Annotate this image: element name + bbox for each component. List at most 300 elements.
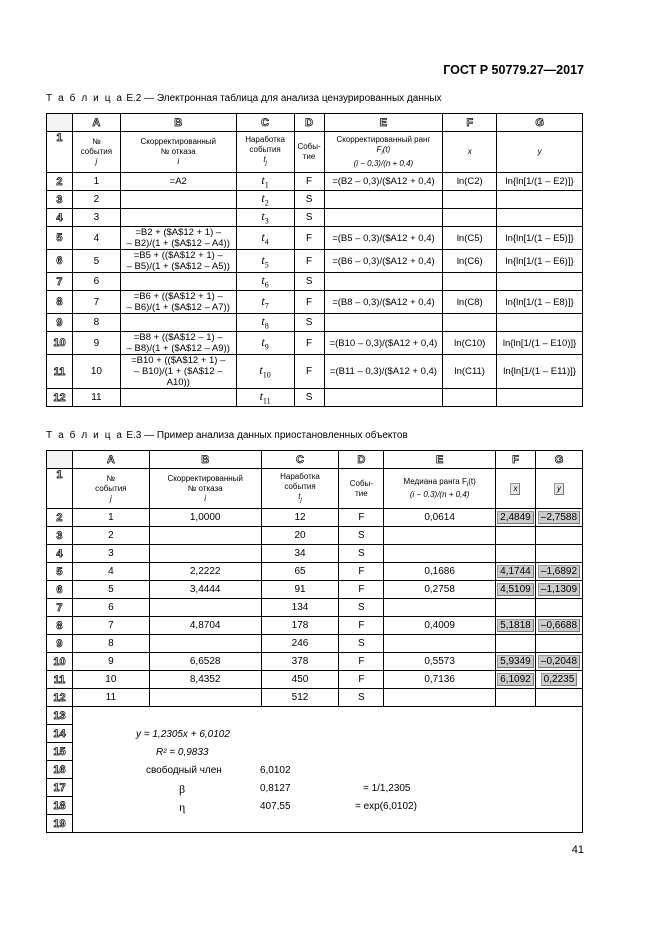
table-row (47, 581, 583, 599)
cell-b (149, 635, 261, 653)
cell-g: ln{ln[1/(1 – E10)]} (497, 332, 583, 355)
table-row (47, 617, 583, 635)
cell-f: ln(C8) (443, 291, 497, 314)
cell-e (384, 635, 496, 653)
cell-d: F (339, 671, 384, 689)
table-row (47, 291, 583, 314)
cell-e (324, 191, 443, 209)
cell-b (149, 545, 261, 563)
header-d (294, 132, 324, 173)
cell-c (236, 314, 294, 332)
cell-d: F (294, 227, 324, 250)
cell-g (535, 545, 582, 563)
cell-a: 5 (72, 581, 149, 599)
table-e3 (46, 450, 583, 833)
table-row (47, 227, 583, 250)
summary-eta-label: η (178, 800, 186, 814)
cell-a: 1 (72, 173, 120, 191)
cell-b-line: =B10 + (($A$12 + 1) – (131, 355, 226, 366)
cell-g (535, 617, 582, 635)
row-number: 13 (47, 707, 73, 725)
header-b-line: № отказа (160, 147, 196, 156)
header-f (495, 469, 535, 509)
cell-c: 34 (261, 545, 339, 563)
cell-e: =(B8 – 0,3)/($A12 + 0,4) (324, 291, 443, 314)
cell-g (535, 581, 582, 599)
cell-e (384, 689, 496, 707)
cell-f (495, 671, 535, 689)
cell-c: 378 (261, 653, 339, 671)
cell-e (324, 273, 443, 291)
cell-a: 3 (72, 209, 120, 227)
cell-d: S (294, 191, 324, 209)
row-number: 9 (47, 635, 73, 653)
cell-b (120, 227, 236, 250)
cell-f-highlight: 4,1744 (497, 565, 534, 578)
cell-g-highlight: –0,6688 (538, 619, 580, 632)
table-e2-letter-row (47, 114, 583, 132)
header-b-line: Скорректированный (167, 473, 243, 483)
cell-d: S (294, 314, 324, 332)
cell-f (495, 581, 535, 599)
cell-g (535, 599, 582, 617)
header-d-line: Собы- (297, 142, 321, 151)
header-e-line: $F_i(t)$ (376, 145, 391, 157)
header-e-line: Медиана ранга $F_i(t)$ (403, 476, 476, 489)
col-letter: E (324, 114, 443, 132)
cell-g (535, 563, 582, 581)
cell-c (236, 389, 294, 407)
row-number: 6 (47, 581, 73, 599)
table-row (47, 509, 583, 527)
cell-f (443, 209, 497, 227)
cell-a: 2 (72, 191, 120, 209)
cell-g (535, 689, 582, 707)
header-a-line: события (80, 147, 113, 156)
cell-c: 91 (261, 581, 339, 599)
cell-b: 6,6528 (149, 653, 261, 671)
cell-f: ln(C5) (443, 227, 497, 250)
table-row (47, 527, 583, 545)
col-letter: D (339, 451, 384, 469)
cell-f: ln(C10) (443, 332, 497, 355)
header-a-line: события (95, 483, 127, 493)
cell-b (120, 389, 236, 407)
cell-f-highlight: 4,5109 (497, 583, 534, 596)
cell-a: 5 (72, 250, 120, 273)
summary-beta-value: 0,8127 (259, 783, 291, 794)
cell-a: 2 (72, 527, 149, 545)
cell-b (120, 355, 236, 389)
row-number: 7 (47, 599, 73, 617)
cell-f-highlight: 5,1818 (497, 619, 534, 632)
header-a-line: № (92, 137, 101, 146)
cell-e (324, 389, 443, 407)
table-row (47, 653, 583, 671)
row-number: 7 (47, 273, 73, 291)
row-number: 3 (47, 191, 73, 209)
cell-a: 10 (72, 671, 149, 689)
cell-c-var: t (261, 293, 265, 308)
cell-b (120, 273, 236, 291)
cell-g-highlight: –1,1309 (538, 583, 580, 596)
row-number: 11 (47, 671, 73, 689)
cell-a: 6 (72, 273, 120, 291)
header-b (120, 132, 236, 173)
table-row (47, 273, 583, 291)
header-b-line: Скорректированный (140, 137, 216, 146)
header-c-line: события (249, 145, 281, 155)
cell-a: 1 (72, 509, 149, 527)
summary-intercept-value: 6,0102 (259, 765, 291, 776)
cell-c: 512 (261, 689, 339, 707)
row-number: 19 (47, 815, 73, 833)
col-letter: G (497, 114, 583, 132)
header-a-line: j (95, 157, 98, 166)
table-e2-caption-text: Е.2 — Электронная таблица для анализа цензурированных данных (123, 93, 442, 104)
cell-d: F (294, 173, 324, 191)
cell-g: ln{ln[1/(1 – E8)]} (497, 291, 583, 314)
header-c (236, 132, 294, 173)
corner-cell (47, 114, 73, 132)
cell-g (497, 191, 583, 209)
col-letter: F (495, 451, 535, 469)
cell-c-var: t (261, 273, 265, 288)
table-e2-header-row (47, 132, 583, 173)
cell-f (443, 273, 497, 291)
cell-b (149, 527, 261, 545)
cell-b-line: =B8 + (($A$12 – 1) – (133, 332, 223, 343)
header-c-line: события (284, 481, 316, 491)
cell-f (495, 635, 535, 653)
cell-d: F (339, 509, 384, 527)
header-b-line: № отказа (187, 483, 223, 493)
header-a (72, 469, 149, 509)
table-e2 (46, 113, 583, 407)
table-row (47, 250, 583, 273)
cell-c-sub: 5 (264, 260, 269, 270)
table-row (47, 545, 583, 563)
table-e3-caption-text: Е.3 — Пример анализа данных приостановленных объектов (123, 430, 408, 441)
header-c-line: $t_j$ (298, 491, 302, 504)
cell-c (236, 291, 294, 314)
corner-cell (47, 451, 73, 469)
header-g: y (497, 132, 583, 173)
header-c-line: Наработка (245, 135, 285, 145)
cell-b-line: =B6 + (($A$12 + 1) – (133, 291, 223, 302)
document-header: ГОСТ Р 50779.27—2017 (443, 63, 584, 77)
summary-intercept-label: свободный член (145, 765, 222, 776)
cell-g-highlight: –0,2048 (538, 655, 580, 668)
row-number: 2 (47, 509, 73, 527)
header-g (535, 469, 582, 509)
cell-c: 20 (261, 527, 339, 545)
table-row (47, 599, 583, 617)
summary-equation: y = 1,2305x + 6,0102 (135, 729, 230, 740)
cell-g-highlight: –2,7588 (538, 511, 580, 524)
cell-d: S (339, 527, 384, 545)
row-number: 10 (47, 653, 73, 671)
cell-c-sub: 11 (262, 396, 271, 406)
cell-e: 0,1686 (384, 563, 496, 581)
header-a-line: № (106, 473, 116, 483)
cell-b: 3,4444 (149, 581, 261, 599)
col-letter: F (443, 114, 497, 132)
cell-c-var: t (259, 363, 263, 378)
cell-c: 65 (261, 563, 339, 581)
col-letter: G (535, 451, 582, 469)
cell-c (236, 191, 294, 209)
cell-c-sub: 3 (264, 216, 269, 226)
cell-c-sub: 9 (264, 342, 269, 352)
cell-b-line: =B2 + ($A$12 + 1) – (135, 227, 222, 238)
cell-c (236, 355, 294, 389)
table-row (47, 314, 583, 332)
cell-e: =(B10 – 0,3)/($A12 + 0,4) (324, 332, 443, 355)
cell-c-var: t (261, 252, 265, 267)
table-row (47, 389, 583, 407)
header-e-line: (i − 0,3)/(n + 0,4) (353, 158, 414, 168)
header-a-line: j (109, 493, 112, 503)
header-c-line: Наработка (280, 471, 320, 481)
cell-e: =(B6 – 0,3)/($A12 + 0,4) (324, 250, 443, 273)
cell-a: 9 (72, 653, 149, 671)
cell-e: 0,7136 (384, 671, 496, 689)
cell-e (324, 314, 443, 332)
row-number: 5 (47, 563, 73, 581)
cell-d: F (339, 563, 384, 581)
cell-a: 8 (72, 635, 149, 653)
cell-d: S (339, 545, 384, 563)
row-number: 15 (47, 743, 73, 761)
cell-f (495, 689, 535, 707)
cell-b (120, 173, 236, 191)
cell-g: ln{ln[1/(1 – E2)]} (497, 173, 583, 191)
cell-a: 3 (72, 545, 149, 563)
cell-c-var: t (259, 389, 263, 404)
header-b-line: i (177, 157, 180, 166)
header-d-line: тие (302, 152, 316, 161)
cell-e (384, 599, 496, 617)
col-letter: B (120, 114, 236, 132)
cell-d: F (339, 653, 384, 671)
row-number: 17 (47, 779, 73, 797)
header-c-line: $t_j$ (263, 155, 267, 167)
cell-c-sub: 4 (264, 237, 269, 247)
header-e-line: (i − 0.3)/(n + 0,4) (409, 490, 470, 500)
cell-f (495, 509, 535, 527)
col-letter: E (384, 451, 496, 469)
table-e3-letter-row (47, 451, 583, 469)
cell-f (495, 599, 535, 617)
table-e2-caption-prefix: Т а б л и ц а (46, 93, 124, 104)
cell-c-sub: 8 (264, 321, 269, 331)
cell-e (384, 545, 496, 563)
col-letter: C (261, 451, 339, 469)
table-row (47, 332, 583, 355)
cell-c: 246 (261, 635, 339, 653)
cell-a: 4 (72, 563, 149, 581)
cell-c-var: t (261, 229, 265, 244)
header-c (261, 469, 339, 509)
cell-b: 4,8704 (149, 617, 261, 635)
cell-f (495, 653, 535, 671)
cell-g (535, 509, 582, 527)
row-number: 3 (47, 527, 73, 545)
table-e3-caption (46, 430, 408, 441)
header-b-line: i (204, 493, 207, 503)
table-row (47, 355, 583, 389)
cell-d: S (294, 273, 324, 291)
cell-a: 11 (72, 389, 120, 407)
cell-f-highlight: 6,1092 (497, 673, 534, 686)
cell-a: 7 (72, 291, 120, 314)
header-a (72, 132, 120, 173)
cell-d: F (294, 291, 324, 314)
row-number: 8 (47, 291, 73, 314)
table-row (47, 191, 583, 209)
cell-f (495, 617, 535, 635)
table-row (47, 563, 583, 581)
cell-g-highlight: –1,6892 (538, 565, 580, 578)
cell-c-sub: 2 (264, 198, 269, 208)
cell-b-line: – B5)/(1 + ($A$12 – A5)) (126, 261, 230, 272)
row-number: 4 (47, 209, 73, 227)
header-d-line: тие (355, 488, 368, 498)
cell-b (120, 291, 236, 314)
header-e (324, 132, 443, 173)
table-row (47, 209, 583, 227)
table-e2-caption (46, 93, 442, 104)
header-e-line: Скорректированный ранг (336, 135, 431, 145)
cell-e: =(B5 – 0,3)/($A12 + 0,4) (324, 227, 443, 250)
cell-a: 8 (72, 314, 120, 332)
cell-a: 4 (72, 227, 120, 250)
col-letter: A (72, 114, 120, 132)
cell-a: 7 (72, 617, 149, 635)
row-number: 12 (47, 689, 73, 707)
row-number: 8 (47, 617, 73, 635)
cell-g (497, 209, 583, 227)
cell-c (236, 173, 294, 191)
cell-d: F (294, 250, 324, 273)
cell-f: ln(C11) (443, 355, 497, 389)
cell-g (535, 635, 582, 653)
header-d (339, 469, 384, 509)
cell-f (495, 527, 535, 545)
cell-b (120, 209, 236, 227)
cell-f-highlight: 2,4849 (497, 511, 534, 524)
cell-b-line: – B8)/(1 + ($A$12 – A9)) (126, 343, 230, 354)
table-row (47, 173, 583, 191)
cell-b-line: – B10)/(1 + ($A$12 – A10)) (134, 366, 223, 388)
cell-b (120, 191, 236, 209)
cell-g (535, 527, 582, 545)
cell-b (120, 314, 236, 332)
row-number: 10 (47, 332, 73, 355)
cell-g (497, 389, 583, 407)
row-number: 12 (47, 389, 73, 407)
row-number: 11 (47, 355, 73, 389)
cell-a: 6 (72, 599, 149, 617)
summary-eta-formula: = exp(6,0102) (354, 801, 417, 812)
cell-c-var: t (261, 191, 265, 206)
cell-g (535, 671, 582, 689)
cell-b-line: =B5 + (($A$12 + 1) – (133, 250, 223, 261)
header-e (384, 469, 496, 509)
cell-c: 450 (261, 671, 339, 689)
cell-a: 9 (72, 332, 120, 355)
cell-d: F (339, 617, 384, 635)
cell-f (495, 563, 535, 581)
cell-d: F (294, 355, 324, 389)
cell-c: 134 (261, 599, 339, 617)
row-number: 9 (47, 314, 73, 332)
col-letter: C (236, 114, 294, 132)
cell-b: 8,4352 (149, 671, 261, 689)
cell-b-line: – B2)/(1 + ($A$12 – A4)) (126, 238, 230, 249)
cell-c (236, 209, 294, 227)
cell-f-highlight: 5,9349 (497, 655, 534, 668)
cell-b (120, 250, 236, 273)
cell-e: 0,0614 (384, 509, 496, 527)
summary-r2: R² = 0,9833 (155, 747, 209, 758)
header-d-line: Собы- (349, 478, 373, 488)
cell-b: 2,2222 (149, 563, 261, 581)
summary-beta-formula: = 1/1,2305 (362, 783, 411, 794)
table-row (47, 689, 583, 707)
cell-a: 11 (72, 689, 149, 707)
cell-f: ln(C6) (443, 250, 497, 273)
cell-c (236, 227, 294, 250)
cell-e: 0,5573 (384, 653, 496, 671)
cell-b-line: =A2 (169, 176, 187, 187)
cell-c-sub: 7 (264, 301, 269, 311)
cell-c-sub: 6 (264, 280, 269, 290)
cell-c-var: t (261, 334, 265, 349)
row-number: 16 (47, 761, 73, 779)
header-b (149, 469, 261, 509)
cell-b (120, 332, 236, 355)
row-number: 18 (47, 797, 73, 815)
col-letter: D (294, 114, 324, 132)
header-f: x (443, 132, 497, 173)
cell-c-sub: 1 (264, 180, 269, 190)
cell-e: =(B11 – 0,3)/($A12 + 0,4) (324, 355, 443, 389)
row-number: 6 (47, 250, 73, 273)
cell-e (324, 209, 443, 227)
col-letter: B (149, 451, 261, 469)
cell-g-highlight: 0,2235 (541, 673, 578, 686)
cell-d: S (339, 635, 384, 653)
cell-e: 0,4009 (384, 617, 496, 635)
cell-e: 0,2758 (384, 581, 496, 599)
cell-d: F (339, 581, 384, 599)
cell-c (236, 332, 294, 355)
cell-d: S (294, 389, 324, 407)
cell-c (236, 273, 294, 291)
cell-d: S (339, 599, 384, 617)
cell-c-sub: 10 (262, 370, 271, 380)
cell-f (443, 314, 497, 332)
cell-e: =(B2 – 0,3)/($A12 + 0,4) (324, 173, 443, 191)
summary-eta-value: 407,55 (259, 801, 291, 812)
cell-f (495, 545, 535, 563)
cell-d: S (294, 209, 324, 227)
cell-f (443, 191, 497, 209)
cell-c-var: t (261, 314, 265, 329)
cell-c-var: t (261, 173, 265, 188)
